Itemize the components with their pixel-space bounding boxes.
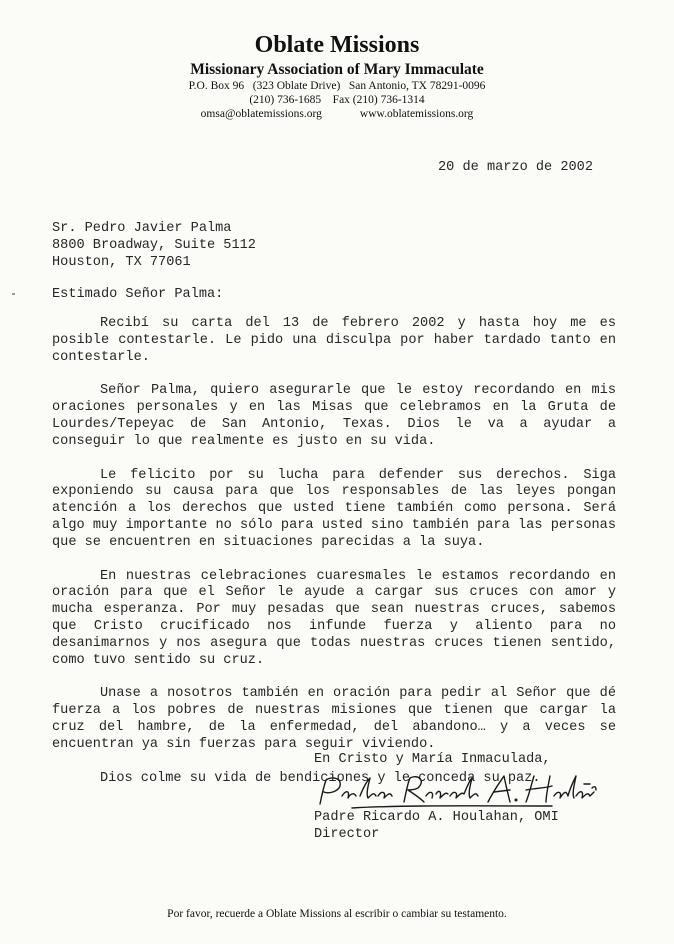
paragraph-6: Dios colme su vida de bendiciones y le conceda su paz.: [100, 770, 541, 786]
postal-address: P.O. Box 96 (323 Oblate Drive) San Antonio, TX 78291-0096: [188, 80, 486, 92]
contact-line: [0, 107, 674, 121]
paragraph-3: Le felicito por su lucha para defender sus derechos. Siga exponiendo su causa para que los responsables de las leyes pongan atención a los derechos que usted tiene también como persona. Será algo muy importante no sólo para usted sino también para las personas que se encuentren en situaciones parecidas a la suya.: [52, 467, 616, 550]
recipient-street: 8800 Broadway, Suite 5112: [52, 237, 256, 253]
footer-note: Por favor, recuerde a Oblate Missions al escribir o cambiar su testamento.: [167, 908, 507, 920]
letter-date: 20 de marzo de 2002: [438, 160, 593, 175]
website-address: www.oblatemissions.org: [359, 108, 474, 120]
closing: En Cristo y María Inmaculada,: [314, 752, 551, 767]
letterhead: [0, 31, 674, 121]
association-name: Missionary Association of Mary Immaculate: [190, 61, 484, 78]
signature-block: [314, 810, 559, 844]
phone-numbers: (210) 736-1685 Fax (210) 736-1314: [249, 94, 425, 106]
paragraph-5: Unase a nosotros también en oración para pedir al Señor que dé fuerza a los pobres de nuestras misiones que tienen que cargar la cruz del hambre, de la enfermedad, del abandono… y a veces se encuentran ya sin fuerzas para seguir viviendo.: [52, 686, 616, 752]
signer-title: Director: [314, 826, 380, 842]
recipient-address: [52, 221, 256, 271]
paragraph-4: En nuestras celebraciones cuaresmales le estamos recordando en oración para que el Señor le ayude a cargar sus cruces con amor y mucha esperanza. Por muy pesadas que sean nuestras cruces, sabemos que Cristo crucificado nos infunde fuerza y aliento para no desanimarnos y nos asegura que todas nuestras cruces tienen sentido, como tuvo sentido su cruz.: [52, 568, 616, 668]
organization-name: Oblate Missions: [254, 32, 420, 58]
paragraph-1: Recibí su carta del 13 de febrero 2002 y hasta hoy me es posible contestarle. Le pido una disculpa por haber tardado tanto en contestarle.: [52, 316, 616, 365]
handwritten-signature: [312, 772, 602, 814]
scan-speck: [12, 293, 15, 295]
recipient-city: Houston, TX 77061: [52, 254, 191, 270]
email-address: omsa@oblatemissions.org: [200, 108, 322, 120]
paragraph-2: Señor Palma, quiero asegurarle que le estoy recordando en mis oraciones personales y en las Misas que celebramos en la Gruta de Lourdes/Tepeyac de San Antonio, Texas. Dios le va a ayudar a conseguir lo que realmente es justo en su vida.: [52, 383, 616, 449]
recipient-name: Sr. Pedro Javier Palma: [52, 221, 232, 236]
salutation: Estimado Señor Palma:: [52, 287, 224, 302]
letter-body: [52, 316, 616, 804]
signer-name: Padre Ricardo A. Houlahan, OMI: [314, 810, 559, 825]
